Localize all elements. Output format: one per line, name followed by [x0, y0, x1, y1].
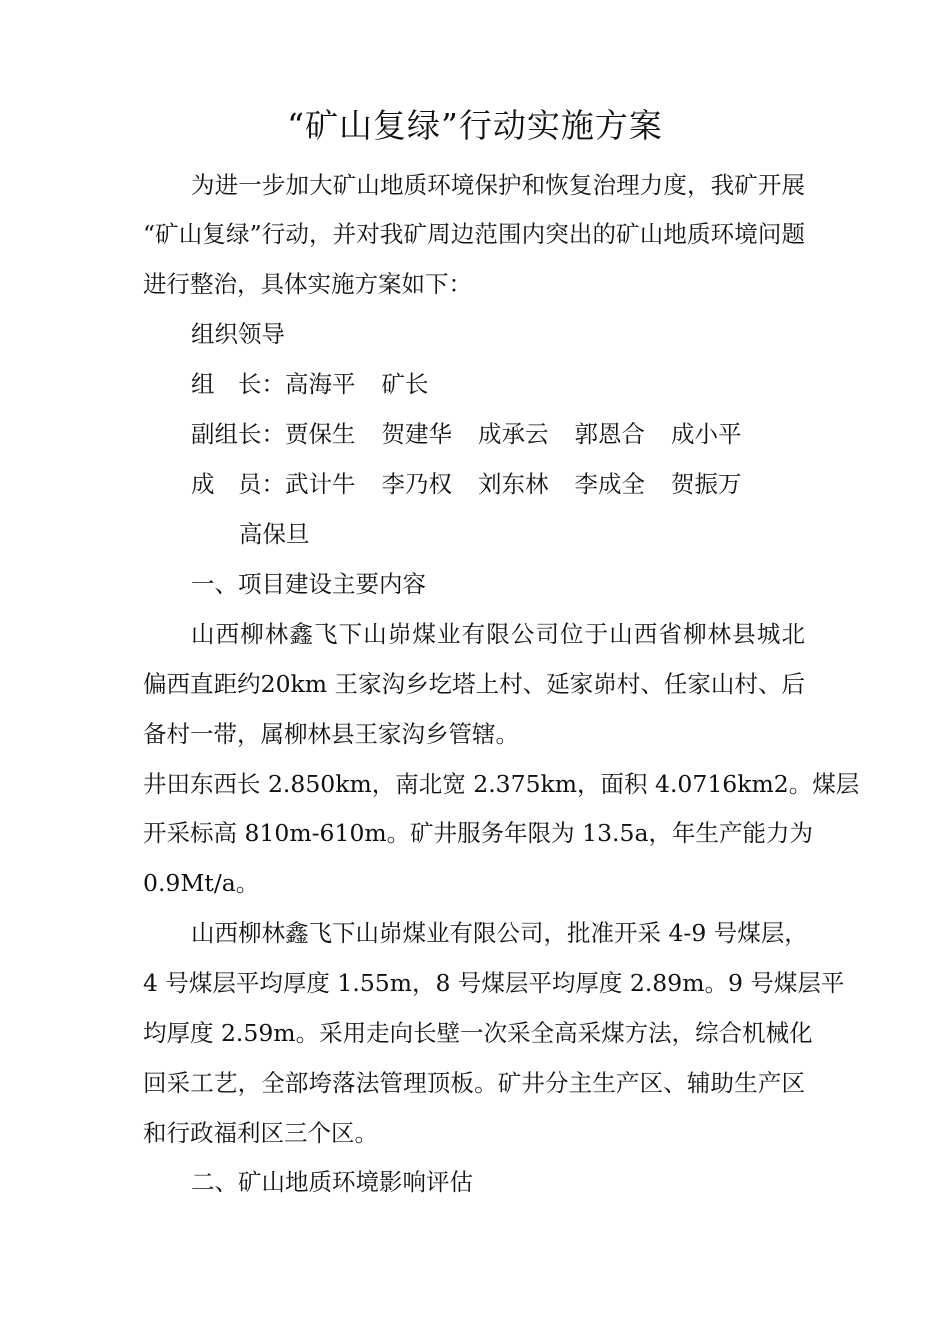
- intro-line-2: “矿山复绿”行动，并对我矿周边范围内突出的矿山地质环境问题: [143, 220, 805, 248]
- section-1-paragraph-3-line-5: 和行政福利区三个区。: [143, 1119, 378, 1147]
- deputy-row: [191, 416, 742, 452]
- member-name: 李成全: [574, 470, 645, 498]
- deputy-name: 郭恩合: [574, 420, 645, 448]
- leader-row: [191, 366, 429, 402]
- leader-name: 高海平: [285, 370, 356, 398]
- member-name: 贺振万: [671, 470, 742, 498]
- member-name: 刘东林: [478, 470, 549, 498]
- organization-heading: 组织领导: [191, 320, 285, 348]
- member-overflow-name: 高保旦: [239, 520, 310, 548]
- section-1-paragraph-1-line-3: 备村一带，属柳林县王家沟乡管辖。: [143, 720, 519, 748]
- leader-title: 矿长: [381, 370, 429, 398]
- intro-line-3: 进行整治，具体实施方案如下：: [143, 270, 472, 298]
- deputy-name: 成承云: [478, 420, 549, 448]
- section-1-paragraph-3-line-4: 回采工艺，全部垮落法管理顶板。矿井分主生产区、辅助生产区: [143, 1069, 805, 1097]
- section-1-paragraph-2-line-1: 井田东西长 2.850km，南北宽 2.375km，面积 4.0716km2。煤层: [143, 770, 860, 798]
- intro-line-1: 为进一步加大矿山地质环境保护和恢复治理力度，我矿开展: [191, 171, 805, 199]
- member-name: 武计牛: [285, 470, 356, 498]
- member-row: [191, 466, 742, 502]
- document-title: “矿山复绿”行动实施方案: [287, 106, 663, 145]
- section-1-paragraph-1-line-1: 山西柳林鑫飞下山峁煤业有限公司位于山西省柳林县城北: [191, 620, 805, 648]
- deputy-name: 成小平: [671, 420, 742, 448]
- section-1-paragraph-1-line-2: 偏西直距约20km 王家沟乡圪塔上村、延家峁村、任家山村、后: [143, 670, 805, 698]
- section-2-heading: 二、矿山地质环境影响评估: [191, 1168, 473, 1196]
- deputy-name: 贺建华: [381, 420, 452, 448]
- section-1-paragraph-2-line-2: 开采标高 810m-610m。矿井服务年限为 13.5a，年生产能力为: [143, 819, 813, 847]
- section-1-paragraph-3-line-3: 均厚度 2.59m。采用走向长壁一次采全高采煤方法，综合机械化: [143, 1019, 813, 1047]
- deputy-label: 副组长：: [191, 420, 285, 448]
- member-name: 李乃权: [381, 470, 452, 498]
- section-1-paragraph-3-line-1: 山西柳林鑫飞下山峁煤业有限公司，批准开采 4-9 号煤层，: [191, 919, 808, 947]
- section-1-paragraph-3-line-2: 4 号煤层平均厚度 1.55m，8 号煤层平均厚度 2.89m。9 号煤层平: [143, 969, 845, 997]
- section-1-paragraph-2-line-3: 0.9Mt/a。: [143, 869, 260, 897]
- section-1-heading: 一、项目建设主要内容: [191, 570, 426, 598]
- leader-label: 组 长：: [191, 370, 285, 398]
- deputy-name: 贾保生: [285, 420, 356, 448]
- member-label: 成 员：: [191, 470, 285, 498]
